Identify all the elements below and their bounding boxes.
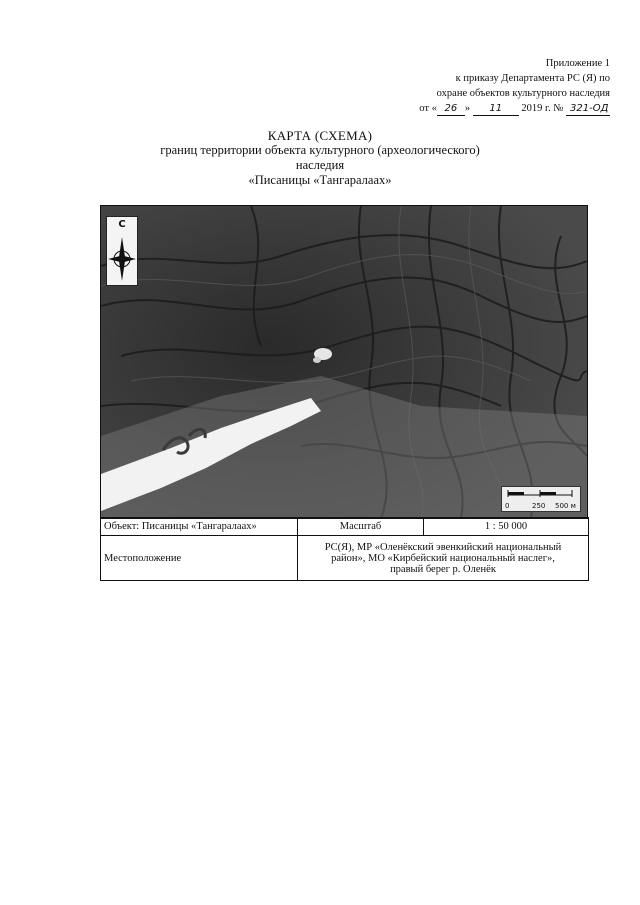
compass-north-letter: С: [118, 219, 126, 230]
scale-label-cell: Масштаб: [298, 518, 424, 536]
handwritten-month: 11: [473, 103, 519, 116]
topographic-map: [101, 206, 587, 518]
compass-rose: [106, 216, 138, 286]
map-info-table: [100, 517, 589, 581]
table-row: [101, 518, 589, 536]
title-line-3: наследия: [295, 158, 345, 172]
title-line-4: «Писаницы «Тангаралаах»: [248, 173, 392, 187]
location-line-1: РС(Я), МР «Оленёкский эвенкийский национальный: [324, 541, 562, 553]
object-cell: Объект: Писаницы «Тангаралаах»: [101, 518, 298, 536]
date-prefix: от «: [419, 103, 437, 114]
location-value-cell: [298, 536, 589, 581]
scale-label-500: 500 м: [555, 502, 576, 510]
location-line-3: правый берег р. Оленёк: [390, 563, 496, 575]
document-title: [0, 128, 640, 188]
location-line-2: район», МО «Кирбейский национальный наслег»,: [331, 552, 555, 564]
scale-bar-ruler: [502, 487, 580, 499]
map-scale-bar: [501, 486, 581, 512]
map-image: [100, 205, 588, 519]
table-row: [101, 536, 589, 581]
location-label-cell: Местоположение: [101, 536, 298, 581]
year-text: 2019 г. №: [521, 103, 564, 114]
handwritten-day: 26: [437, 103, 465, 116]
appendix-date-line: [350, 101, 610, 116]
scale-label-0: 0: [505, 502, 510, 510]
date-mid: »: [464, 103, 471, 114]
handwritten-order-number: 321-ОД: [566, 103, 610, 116]
appendix-department-line: охране объектов культурного наследия: [436, 88, 610, 99]
title-line-1: КАРТА (СХЕМА): [267, 128, 373, 143]
scale-value-cell: 1 : 50 000: [424, 518, 589, 536]
appendix-order-line: к приказу Департамента РС (Я) по: [455, 73, 610, 84]
scale-label-250: 250: [532, 502, 546, 510]
title-line-2: границ территории объекта культурного (археологического): [160, 143, 480, 157]
appendix-header: [350, 56, 610, 116]
appendix-title: Приложение 1: [545, 58, 610, 69]
